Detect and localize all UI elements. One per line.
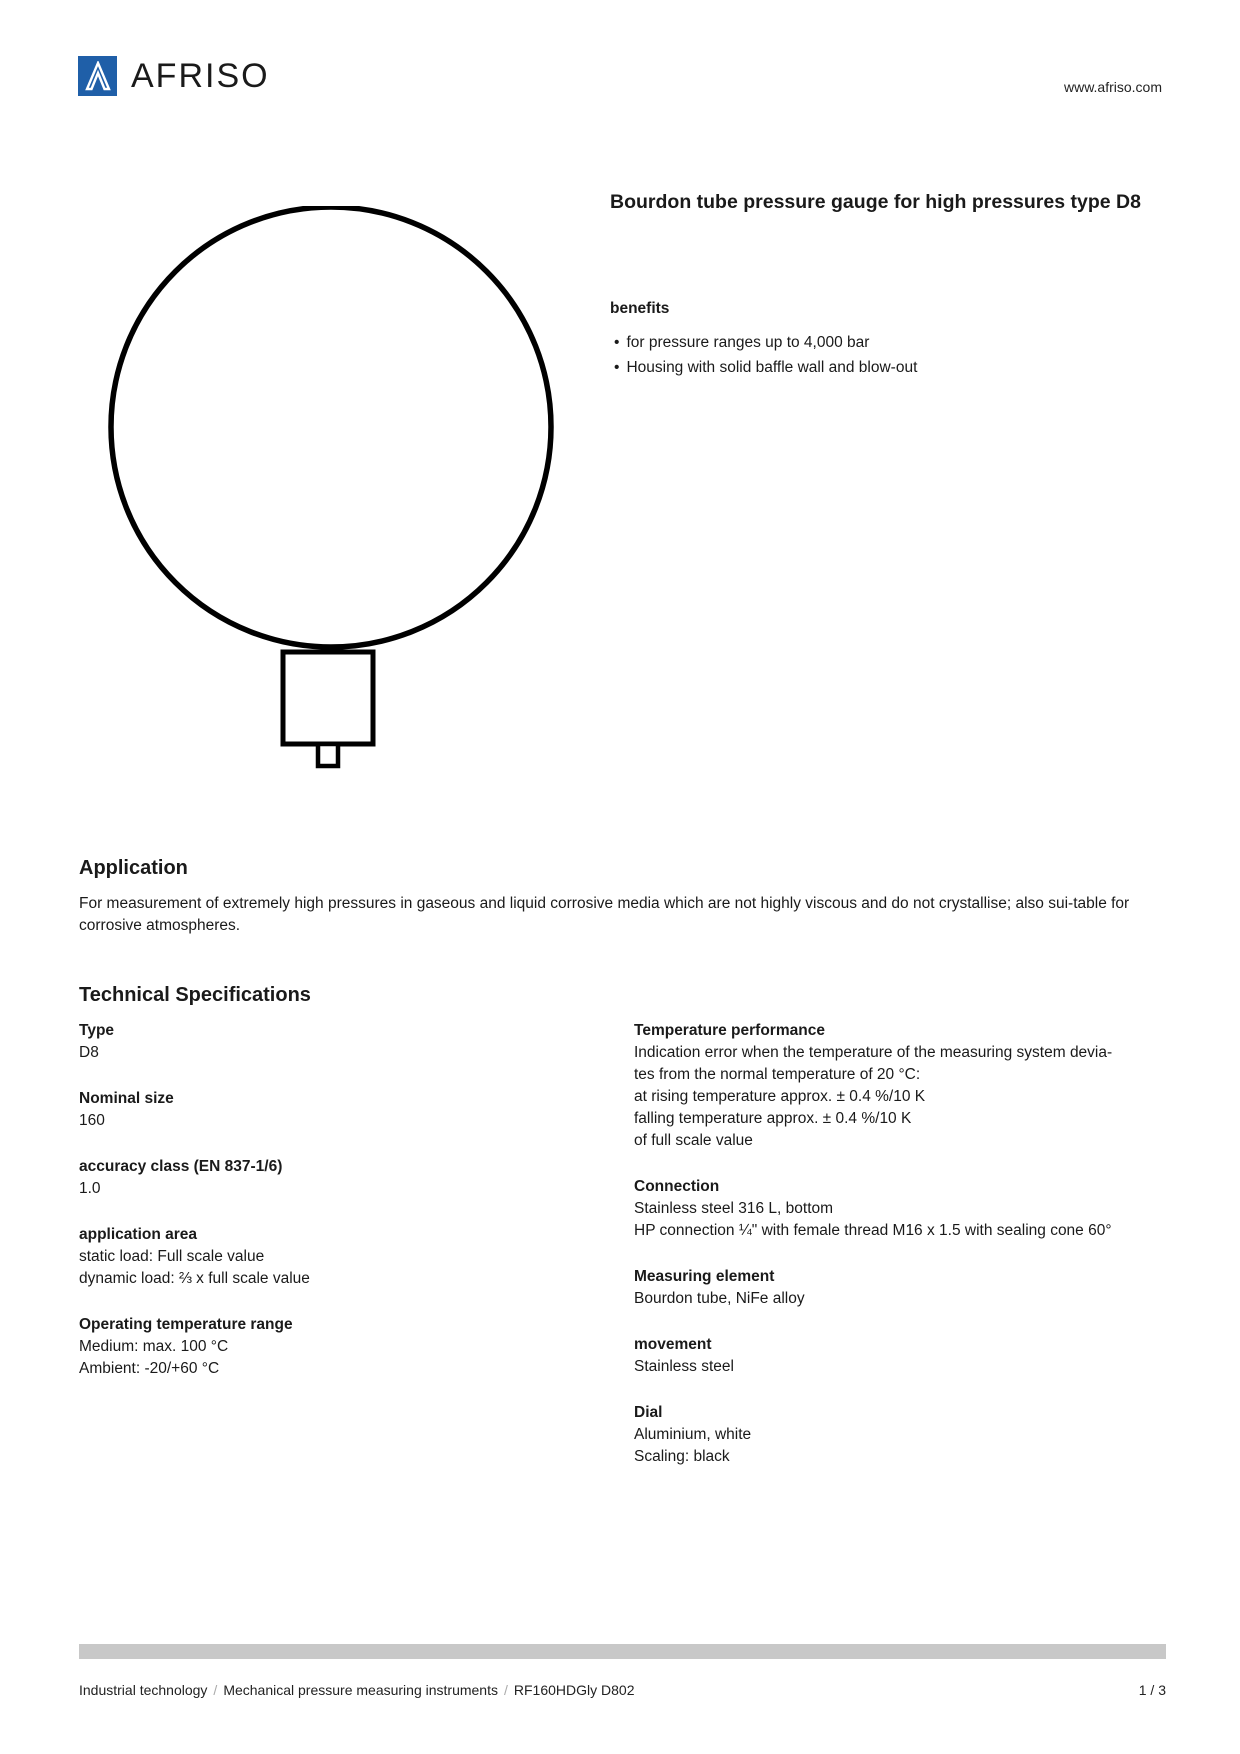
benefits-list — [614, 330, 917, 380]
spec-operating-temperature — [79, 1314, 559, 1380]
application-heading: Application — [79, 857, 188, 879]
spec-nominal-size — [79, 1088, 559, 1132]
gauge-case-outline — [111, 207, 551, 647]
spec-value: Ambient: -20/+60 °C — [79, 1360, 220, 1377]
website-link[interactable]: www.afriso.com — [1063, 79, 1162, 95]
spec-value: static load: Full scale value — [79, 1248, 265, 1265]
spec-type — [79, 1020, 559, 1064]
benefit-item: • Housing with solid baffle wall and blow-out — [614, 355, 917, 380]
benefits-heading: benefits — [610, 300, 670, 317]
spec-value: HP connection ¼" with female thread M16 x 1.5 with sealing cone 60° — [634, 1222, 1112, 1239]
spec-value: of full scale value — [634, 1132, 753, 1149]
spec-label: Temperature performance — [634, 1022, 825, 1039]
spec-value: dynamic load: ⅔ x full scale value — [79, 1270, 310, 1287]
spec-label: Connection — [634, 1178, 720, 1195]
spec-value: 1.0 — [79, 1180, 101, 1197]
spec-value: Scaling: black — [634, 1448, 730, 1465]
spec-label: Type — [79, 1022, 115, 1039]
spec-label: application area — [79, 1226, 198, 1243]
spec-value: Indication error when the temperature of the measuring system devia- — [634, 1044, 1113, 1061]
gauge-socket-outline — [283, 652, 373, 744]
spec-value: at rising temperature approx. ± 0.4 %/10 K — [634, 1088, 926, 1105]
spec-accuracy-class — [79, 1156, 559, 1200]
breadcrumb-item[interactable]: Industrial technology — [79, 1682, 208, 1698]
specs-right-column — [634, 1020, 1174, 1492]
spec-application-area — [79, 1224, 559, 1290]
spec-value: Bourdon tube, NiFe alloy — [634, 1290, 805, 1307]
spec-label: Dial — [634, 1404, 663, 1421]
brand-name: AFRISO — [131, 56, 270, 95]
breadcrumb-separator: / — [213, 1682, 218, 1698]
technical-specifications-heading: Technical Specifications — [79, 984, 311, 1006]
spec-measuring-element — [634, 1266, 1174, 1310]
spec-connection — [634, 1176, 1174, 1242]
application-text: For measurement of extremely high pressures in gaseous and liquid corrosive media which are not highly viscous and do not crystallise; also sui-table for corrosive atmospheres. — [79, 895, 1130, 934]
gauge-connector-outline — [318, 744, 338, 766]
afriso-logo — [78, 56, 270, 96]
spec-value: 160 — [79, 1112, 105, 1129]
spec-value: tes from the normal temperature of 20 °C: — [634, 1066, 921, 1083]
breadcrumb-separator: / — [504, 1682, 508, 1698]
breadcrumb-item: RF160HDGly D802 — [513, 1682, 635, 1698]
spec-label: Nominal size — [79, 1090, 174, 1107]
breadcrumb-item[interactable]: Mechanical pressure measuring instruments — [223, 1682, 498, 1698]
spec-label: accuracy class (EN 837-1/6) — [79, 1158, 283, 1175]
afriso-logo-icon — [78, 56, 117, 96]
benefit-item: • for pressure ranges up to 4,000 bar — [614, 330, 917, 355]
spec-value: Medium: max. 100 °C — [79, 1338, 229, 1355]
product-title: Bourdon tube pressure gauge for high pressures type D8 — [610, 191, 1141, 213]
specs-left-column — [79, 1020, 559, 1404]
spec-label: Measuring element — [634, 1268, 775, 1285]
spec-value: Stainless steel — [634, 1358, 734, 1375]
footer-divider-bar — [79, 1644, 1166, 1659]
page-number: 1 / 3 — [1138, 1682, 1166, 1698]
spec-label: Operating temperature range — [79, 1316, 293, 1333]
spec-label: movement — [634, 1336, 712, 1353]
spec-value: Stainless steel 316 L, bottom — [634, 1200, 834, 1217]
spec-value: D8 — [79, 1044, 99, 1061]
gauge-drawing — [100, 206, 560, 791]
spec-value: falling temperature approx. ± 0.4 %/10 K — [634, 1110, 912, 1127]
spec-movement — [634, 1334, 1174, 1378]
spec-dial — [634, 1402, 1174, 1468]
spec-temperature-performance — [634, 1020, 1174, 1152]
footer-breadcrumb — [79, 1682, 635, 1698]
spec-value: Aluminium, white — [634, 1426, 752, 1443]
